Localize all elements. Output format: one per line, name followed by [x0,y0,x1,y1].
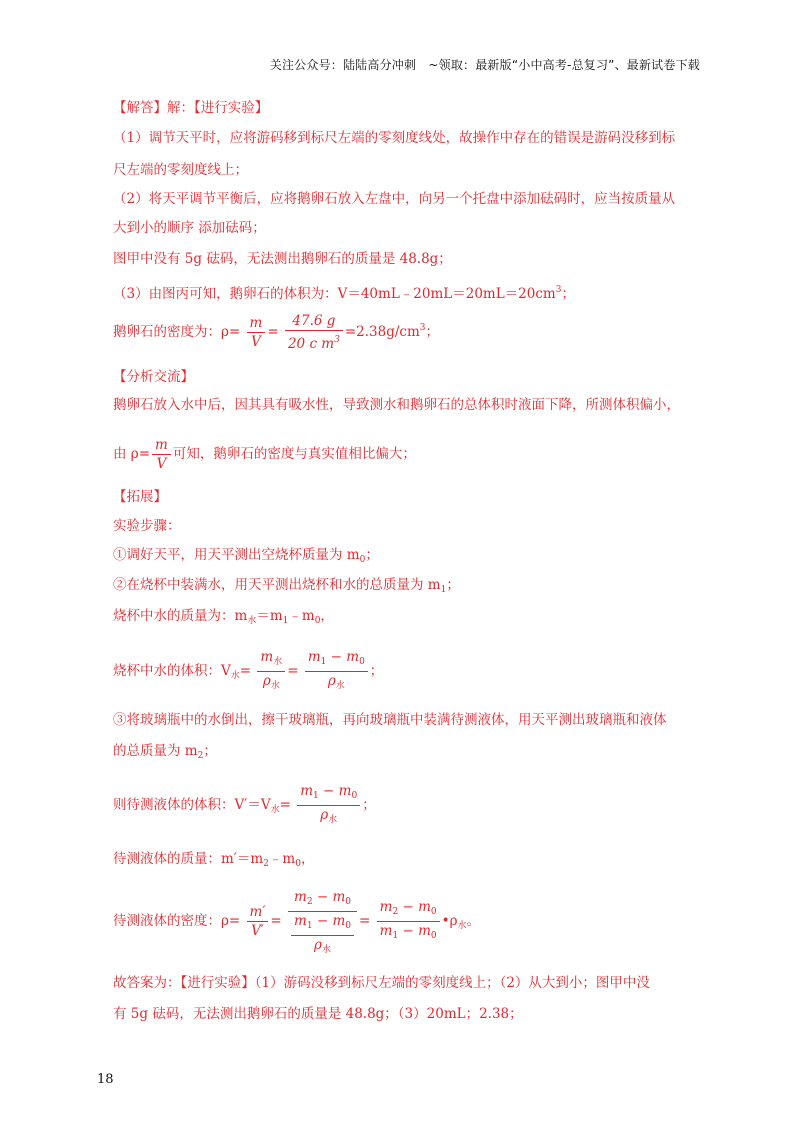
answer-line: 故答案为：【进行实验】（1）游码没移到标尺左端的零刻度线上；（2）从大到小；图甲中没 [113,975,650,991]
text-line: 尺左端的零刻度线上； [113,162,248,178]
text-line: （1）调节天平时，应将游码移到标尺左端的零刻度线处，故操作中存在的错误是游码没移到标 [113,130,676,146]
fraction: $\frac{m'}{V'}$ [247,903,269,940]
text-line: （2）将天平调节平衡后，应将鹅卵石放入左盘中，向另一个托盘中添加砝码时，应当按质量从 [113,191,676,207]
formula-line: 则待测液体的体积：$V'=V_水=$ $\frac{m_1 - m_0}{\rho_水}$ ； [113,782,376,829]
section-heading: 【分析交流】 [113,369,194,385]
formula-line: 烧杯中水的体积：$V_水=$ $\frac{m_水}{\rho_水}$ = $\frac{m_1 - m_0}{\rho_水}$ ； [113,648,383,695]
density-formula-line: 鹅卵石的密度为：ρ= $\frac{m}{V}$ = $\frac{47.6 g}{20 c m^3}$ $=2.38g/cm^3$； [113,313,439,352]
text-line: 实验步骤： [113,518,181,534]
text-line: 大到小的顺序 添加砝码； [113,220,266,236]
fraction: $\frac{m_2 - m_0}{\frac{m_1 - m_0}{\rho_水}}$ [288,888,357,959]
page-header: 关注公众号：陆陆高分冲刺 ~领取：最新版“小中高考-总复习”、最新试卷下载 [269,58,700,72]
fraction: $\frac{m_1 - m_0}{\rho_水}$ [297,782,360,829]
fraction: $\frac{m_2 - m_0}{m_1 - m_0}$ [377,898,440,945]
fraction: $\frac{m}{V}$ [152,436,171,473]
formula-line: 由 ρ= $\frac{m}{V}$ 可知，鹅卵石的密度与真实值相比偏大； [113,437,416,472]
section-heading: 【拓展】 [113,489,167,505]
fraction: $\frac{m_水}{\rho_水}$ [257,648,285,695]
formula-line: 待测液体的密度：ρ= $\frac{m'}{V'}$ = $\frac{m_2 - m_0}{\frac{m_1 - m_0}{\rho_水}}$ = $\frac{m_2 - m_0}{m_1 - m_0}$ $•\rho_水$。 [113,888,480,959]
answer-line: 有 5g 砝码，无法测出鹅卵石的质量是 48.8g；（3）20mL；2.38； [113,1006,523,1022]
fraction: $\frac{m}{V}$ [247,314,266,351]
volume-line: （3）由图丙可知，鹅卵石的体积为：$V=40mL﹣20mL=20mL=20cm^3$； [113,285,575,302]
step-line: ③将玻璃瓶中的水倒出，擦干玻璃瓶，再向玻璃瓶中装满待测液体，用天平测出玻璃瓶和液体 [113,712,667,728]
page-number: 18 [97,1072,114,1087]
text-line: 图甲中没有 5g 砝码，无法测出鹅卵石的质量是 48.8g； [113,251,452,267]
text-line: 烧杯中水的质量为：$m_水=m_1﹣m_0$， [113,608,334,626]
solution-heading: 【解答】解：【进行实验】 [113,100,269,116]
fraction: $\frac{47.6 g}{20 c m^3}$ [285,312,343,353]
step-line: ②在烧杯中装满水，用天平测出烧杯和水的总质量为 $m_1$； [113,577,460,595]
text-line: 的总质量为 $m_2$； [113,743,217,761]
text-line: 待测液体的质量：$m'=m_2﹣m_0$， [113,851,315,869]
fraction: $\frac{m_1 - m_0}{\rho_水}$ [305,648,368,695]
text-line: 鹅卵石放入水中后，因其具有吸水性，导致测水和鹅卵石的总体积时液面下降，所测体积偏小， [113,397,680,413]
step-line: ①调好天平，用天平测出空烧杯质量为 $m_0$； [113,547,379,565]
